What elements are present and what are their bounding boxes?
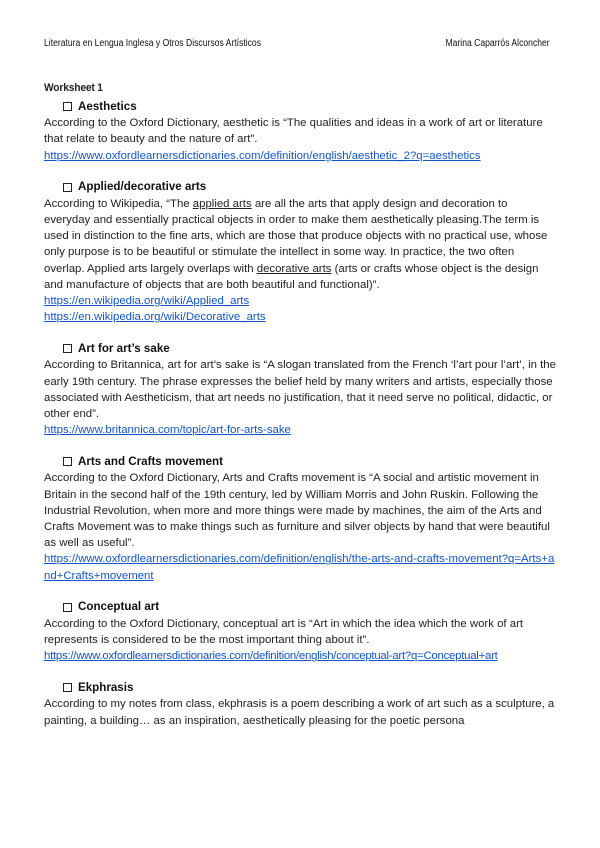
section-text <box>44 196 556 293</box>
reference-link[interactable]: https://www.oxfordlearnersdictionaries.com/definition/english/aesthetic_2?q=aesthetics <box>44 149 481 162</box>
section-applied-decorative-arts <box>44 179 556 326</box>
section-heading <box>44 179 556 196</box>
reference-link[interactable]: https://www.oxfordlearnersdictionaries.com/definition/english/the-arts-and-crafts-movement?q=Arts+and+Crafts+movement <box>44 553 555 582</box>
section-ekphrasis <box>44 679 556 728</box>
reference-link[interactable]: https://en.wikipedia.org/wiki/Applied_arts <box>44 295 250 308</box>
checkbox[interactable] <box>63 102 72 111</box>
document-body <box>44 80 556 744</box>
section-text: According to the Oxford Dictionary, Arts and Crafts movement is “A social and artistic movement in Britain in the second half of the 19th century, led by William Morris and John Ruskin. Following the Industrial Revolution, when more and more things were made by machines, the aim of the Arts and Crafts Movement was to make things such as furniture and silver objects by hand that were beautiful as well as useful”. <box>44 472 550 550</box>
section-title: Arts and Crafts movement <box>78 454 223 468</box>
worksheet-title: Worksheet 1 <box>44 82 103 94</box>
reference-link[interactable]: https://www.britannica.com/topic/art-for-arts-sake <box>44 424 291 437</box>
section-aesthetics <box>44 98 556 164</box>
author-name: Marina Caparrós Alconcher <box>445 38 550 49</box>
section-title: Aesthetics <box>78 99 137 113</box>
checkbox[interactable] <box>63 457 72 466</box>
text-part: (arts or crafts whose object is the design and manufacture of objects that are both beautiful and functional)”. <box>44 262 539 291</box>
course-title: Literatura en Lengua Inglesa y Otros Discursos Artísticos <box>44 38 262 49</box>
checkbox[interactable] <box>63 344 72 353</box>
page-header <box>44 38 550 54</box>
section-arts-and-crafts <box>44 453 556 583</box>
checkbox[interactable] <box>63 683 72 692</box>
section-text: According to the Oxford Dictionary, aesthetic is “The qualities and ideas in a work of art or literature that relate to beauty and the nature of art”. <box>44 117 543 146</box>
section-art-for-arts-sake <box>44 340 556 438</box>
section-title: Applied/decorative arts <box>78 180 207 194</box>
section-heading <box>44 98 556 115</box>
section-heading <box>44 679 556 696</box>
section-title: Ekphrasis <box>78 680 134 694</box>
underlined-term-decorative-arts: decorative arts <box>256 262 332 275</box>
checkbox[interactable] <box>63 603 72 612</box>
reference-link[interactable]: https://en.wikipedia.org/wiki/Decorative_arts <box>44 311 266 324</box>
section-conceptual-art <box>44 599 556 665</box>
section-heading <box>44 453 556 470</box>
section-heading <box>44 340 556 357</box>
section-title: Art for art’s sake <box>78 341 170 355</box>
text-part: According to Wikipedia, “The <box>44 197 193 210</box>
section-heading <box>44 599 556 616</box>
reference-link[interactable]: https://www.oxfordlearnersdictionaries.com/definition/english/conceptual-art?q=Conceptual+art <box>44 650 498 663</box>
section-title: Conceptual art <box>78 600 160 614</box>
underlined-term-applied-arts: applied arts <box>192 197 252 210</box>
section-text: According to Britannica, art for art’s sake is “A slogan translated from the French ‘l’art pour l’art’, in the early 19th century. The phrase expresses the belief held by many writers and artists, especially those associated with Aestheticism, that art needs no justification, that it need serve no political, didactic, or other end”. <box>44 359 556 421</box>
section-text: According to my notes from class, ekphrasis is a poem describing a work of art such as a sculpture, a painting, a building… as an inspiration, aesthetically pleasing for the poetic persona <box>44 698 555 727</box>
section-text: According to the Oxford Dictionary, conceptual art is “Art in which the idea which the work of art represents is considered to be the most important thing about it”. <box>44 617 524 647</box>
checkbox[interactable] <box>63 183 72 192</box>
text-part: are all the arts that apply design and decoration to everyday and essentially practical objects in order to make them aesthetically pleasing.The term is used in distinction to the fine arts, which are those that produce objects with no practical use, whose only purpose is to be beautiful or stimulate the intellect in some way. In practice, the two often overlap. Applied arts largely overlaps with <box>44 197 548 275</box>
